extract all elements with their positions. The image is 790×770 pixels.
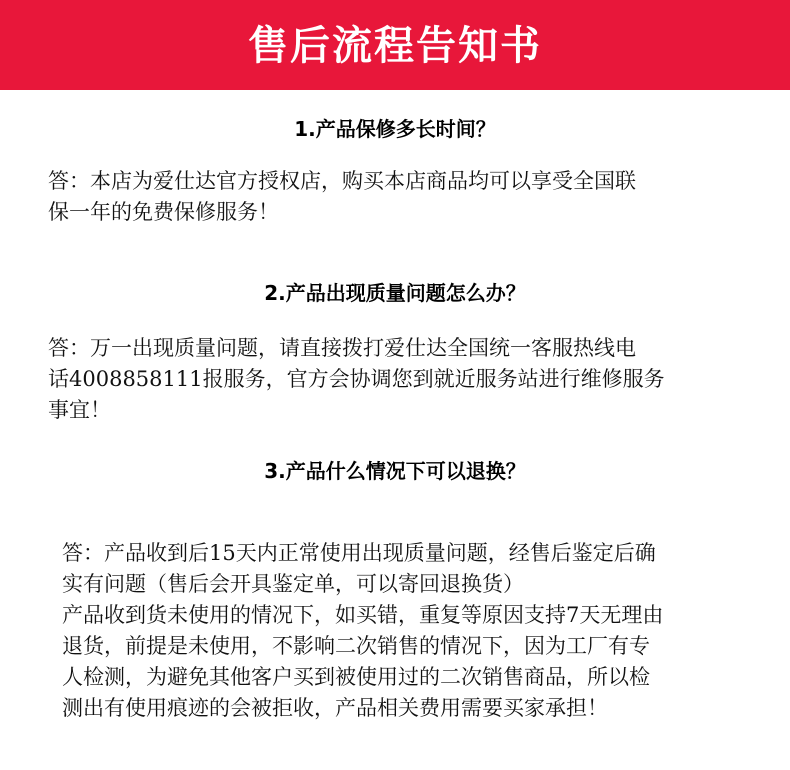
answer-1-text [48, 166, 636, 228]
answer-1-line-1: 答：本店为爱仕达官方授权店，购买本店商品均可以享受全国联 [48, 169, 636, 193]
answer-2-line-3: 事宜！ [48, 398, 111, 422]
answer-3-text [62, 538, 663, 724]
answer-3-line-1: 答：产品收到后15天内正常使用出现质量问题，经售后鉴定后确 [62, 541, 656, 565]
page-title: 售后流程告知书 [248, 22, 542, 69]
answer-1-line-2: 保一年的免费保修服务！ [48, 200, 279, 224]
answer-3-line-2: 实有问题（售后会开具鉴定单，可以寄回退换货） [62, 572, 524, 596]
answer-3-line-3: 产品收到货未使用的情况下，如买错，重复等原因支持7天无理由 [62, 603, 664, 627]
answer-3-line-5: 人检测，为避免其他客户买到被使用过的二次销售商品，所以检 [62, 665, 650, 689]
answer-2-line-2: 话4008858111报服务，官方会协调您到就近服务站进行维修服务 [48, 367, 665, 391]
answer-3-line-4: 退货，前提是未使用，不影响二次销售的情况下，因为工厂有专 [62, 634, 650, 658]
header-banner [0, 0, 790, 90]
answer-2-text [48, 333, 665, 426]
answer-2-line-1: 答：万一出现质量问题，请直接拨打爱仕达全国统一客服热线电 [48, 336, 636, 360]
answer-3-line-6: 测出有使用痕迹的会被拒收，产品相关费用需要买家承担！ [62, 696, 608, 720]
question-1-heading: 1.产品保修多长时间？ [294, 117, 496, 141]
question-3-heading: 3.产品什么情况下可以退换？ [264, 459, 526, 483]
question-2-heading: 2.产品出现质量问题怎么办？ [264, 281, 526, 305]
